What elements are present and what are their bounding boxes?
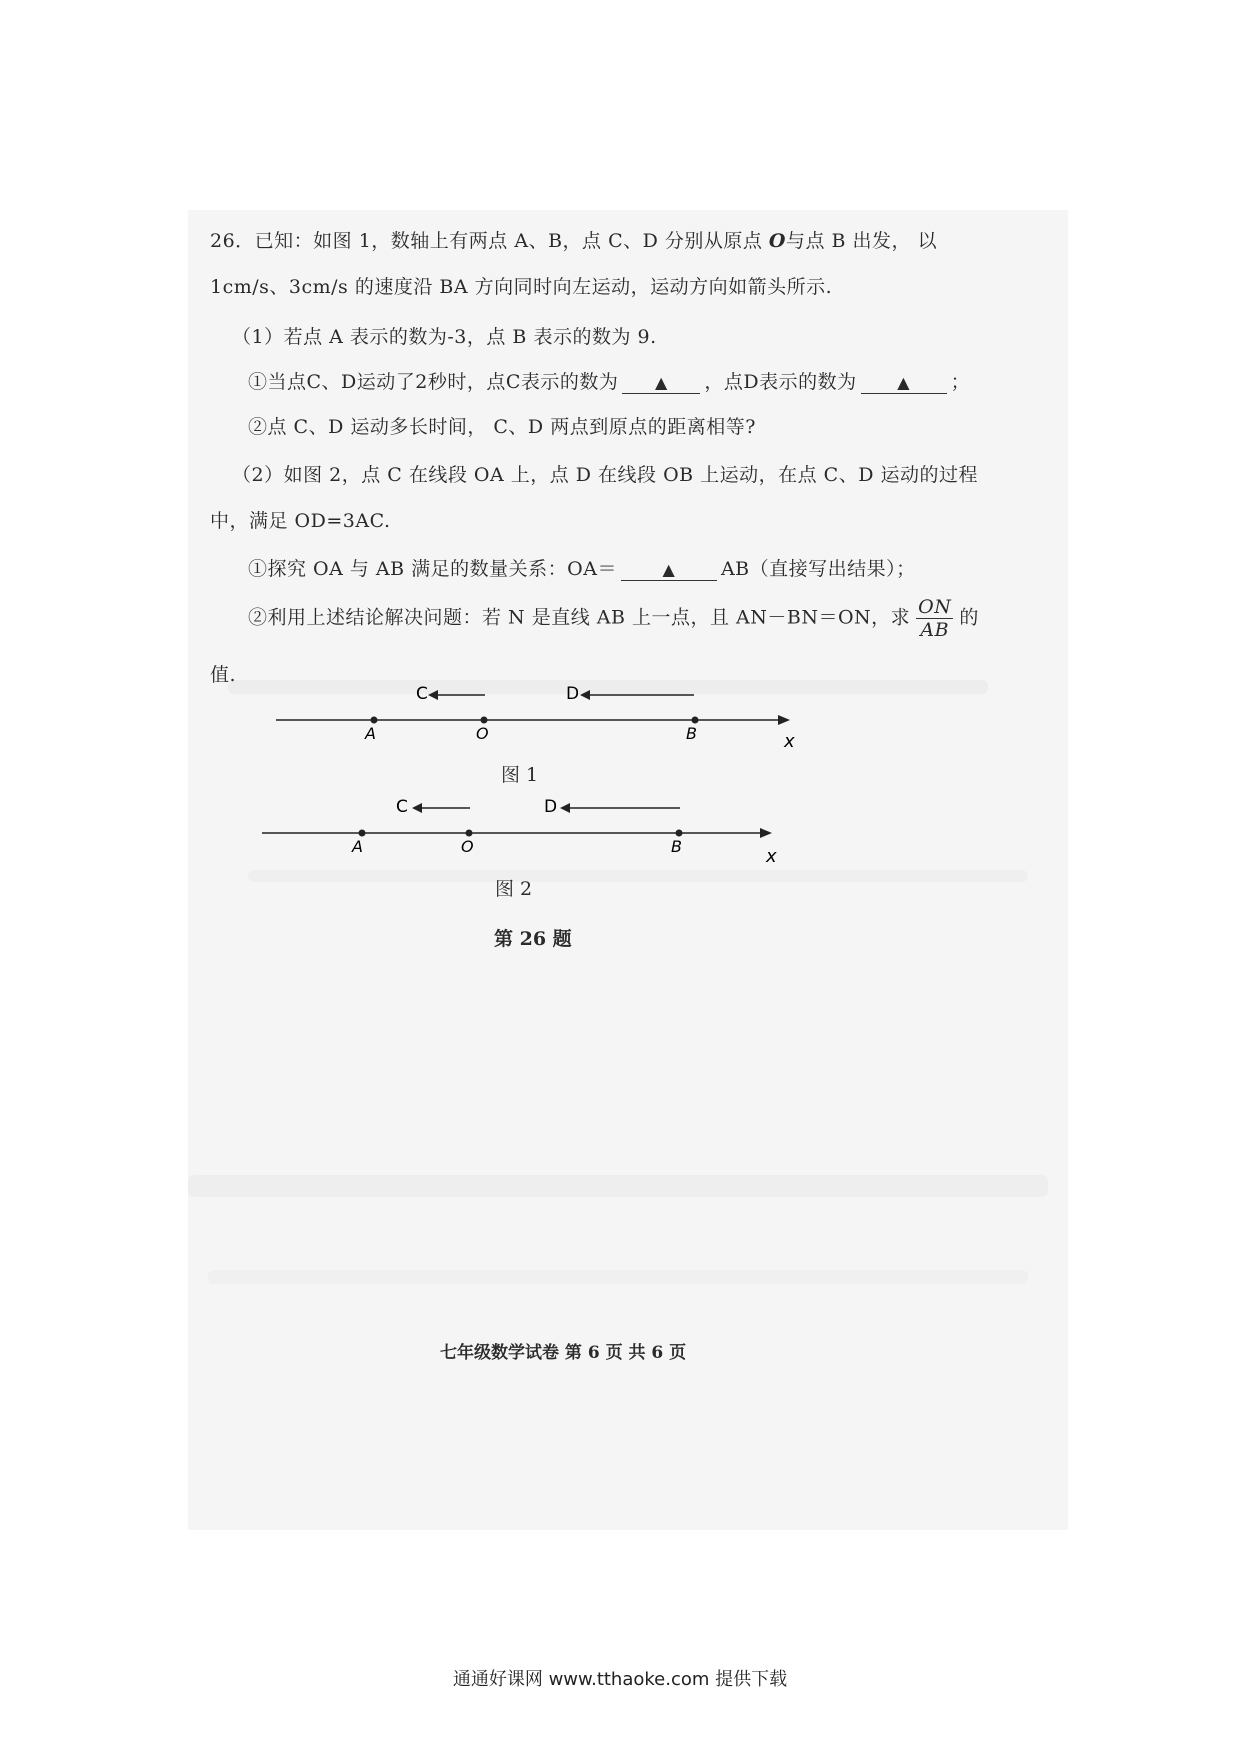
fig1-label-o: O <box>476 724 489 743</box>
fig1-label-x: x <box>784 731 795 752</box>
fig2-label-b: B <box>671 837 682 856</box>
part2-line2: 中，满足 OD=3AC. <box>210 510 391 532</box>
fig2-arrowhead-d <box>560 803 570 813</box>
question-2a: ①探究 OA 与 AB 满足的数量关系：OA＝ ▲ AB（直接写出结果）； <box>248 558 916 580</box>
part1-intro: （1）若点 A 表示的数为-3，点 B 表示的数为 9. <box>232 326 657 348</box>
fig2-axis-arrowhead <box>760 828 772 838</box>
fig2-label-c: C <box>396 797 408 817</box>
fig1-arrowhead-c <box>428 690 438 700</box>
fig1-arrowhead-d <box>580 690 590 700</box>
fig1-point-a <box>371 717 378 724</box>
fig2-arrowhead-c <box>412 803 422 813</box>
fig2-point-b <box>676 830 683 837</box>
fraction-on-over-ab: $\frac{ON}{AB}$ <box>918 596 952 641</box>
fig2-label-o: O <box>461 837 474 856</box>
answer-blank-c[interactable]: ▲ <box>622 371 700 394</box>
site-watermark: 通通好课网 www.tthaoke.com 提供下载 <box>452 1669 788 1690</box>
fig2-label-d: D <box>544 797 558 817</box>
figure-title: 第 26 题 <box>494 928 572 950</box>
problem-stem-line1: 26．已知：如图 1，数轴上有两点 A、B，点 C、D 分别从原点 O与点 B 出发， 以 <box>210 230 938 252</box>
fig1-label-c: C <box>416 684 428 704</box>
fig2-label-x: x <box>766 846 777 867</box>
fig2-caption: 图 2 <box>495 878 533 900</box>
fig1-point-o <box>481 717 488 724</box>
fig2-label-a: A <box>352 837 363 856</box>
fig1-caption: 图 1 <box>501 764 539 786</box>
fig1-label-a: A <box>365 724 376 743</box>
fig1-label-b: B <box>686 724 697 743</box>
question-1a: ①当点C、D运动了2秒时，点C表示的数为 ▲ ，点D表示的数为 ▲ ； <box>248 371 971 393</box>
problem-stem-line2: 1cm/s、3cm/s 的速度沿 BA 方向同时向左运动，运动方向如箭头所示. <box>210 276 833 298</box>
answer-blank-d[interactable]: ▲ <box>861 371 947 394</box>
figure-2 <box>256 788 796 883</box>
page-footer: 七年级数学试卷 第 6 页 共 6 页 <box>440 1343 687 1363</box>
origin-symbol: O <box>768 230 786 252</box>
fig2-point-a <box>359 830 366 837</box>
question-2b-last: 值. <box>210 664 237 686</box>
fig1-label-d: D <box>566 684 580 704</box>
fig1-point-b <box>692 717 699 724</box>
answer-blank-ratio[interactable]: ▲ <box>621 558 717 581</box>
question-2b: ②利用上述结论解决问题：若 N 是直线 AB 上一点，且 AN－BN＝ON，求 $\frac{ON}{AB}$ 的 <box>248 596 979 641</box>
figure-1 <box>270 675 810 770</box>
fig2-point-o <box>466 830 473 837</box>
fig1-axis-arrowhead <box>778 715 790 725</box>
part2-line1: （2）如图 2，点 C 在线段 OA 上，点 D 在线段 OB 上运动，在点 C、D 运动的过程 <box>232 464 978 486</box>
question-1b: ②点 C、D 运动多长时间， C、D 两点到原点的距离相等? <box>248 416 756 438</box>
